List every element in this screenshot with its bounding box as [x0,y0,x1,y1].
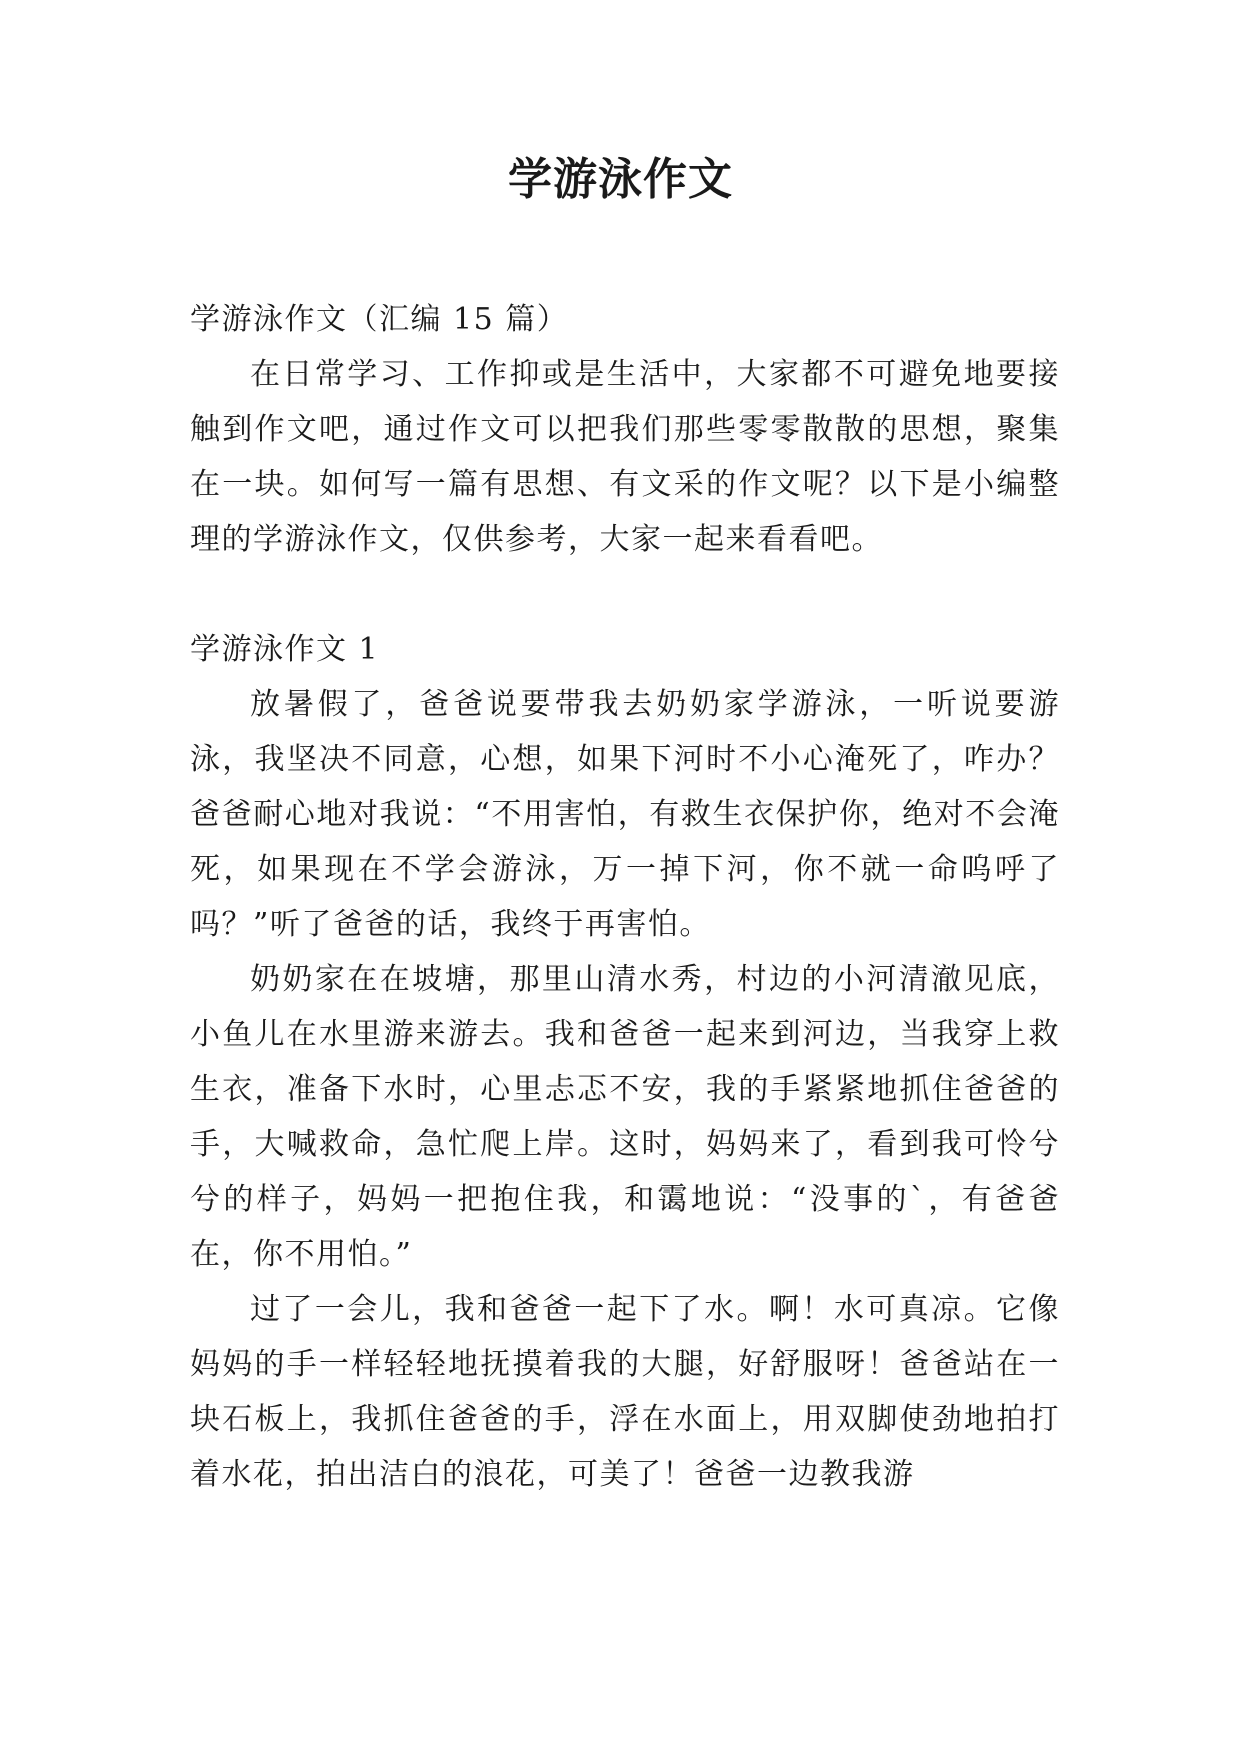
section-heading: 学游泳作文 1 [190,632,380,667]
document-title: 学游泳作文 [508,154,733,205]
intro-paragraph: 在日常学习、工作抑或是生活中，大家都不可避免地要接触到作文吧，通过作文可以把我们那些零零散散的思想，聚集在一块。如何写一篇有思想、有文采的作文呢？以下是小编整理的学游泳作文，仅供参考，大家一起来看看吧。 [190,357,1060,557]
section-spacer [190,567,1060,622]
essay-paragraph: 过了一会儿，我和爸爸一起下了水。啊！水可真凉。它像妈妈的手一样轻轻地抚摸着我的大腿，好舒服呀！爸爸站在一块石板上，我抓住爸爸的手，浮在水面上，用双脚使劲地拍打着水花，拍出洁白的浪花，可美了！爸爸一边教我游 [190,1292,1060,1492]
document-body [190,292,1060,1502]
essay-paragraph: 奶奶家在在坡塘，那里山清水秀，村边的小河清澈见底，小鱼儿在水里游来游去。我和爸爸一起来到河边，当我穿上救生衣，准备下水时，心里忐忑不安，我的手紧紧地抓住爸爸的手，大喊救命，急忙爬上岸。这时，妈妈来了，看到我可怜兮兮的样子，妈妈一把抱住我，和霭地说：“没事的`，有爸爸在，你不用怕。” [190,962,1060,1272]
collection-subtitle: 学游泳作文（汇编 15 篇） [190,302,569,337]
essay-paragraph: 放暑假了，爸爸说要带我去奶奶家学游泳，一听说要游泳，我坚决不同意，心想，如果下河时不小心淹死了，咋办？爸爸耐心地对我说：“不用害怕，有救生衣保护你，绝对不会淹死，如果现在不学会游泳，万一掉下河，你不就一命呜呼了吗？”听了爸爸的话，我终于再害怕。 [190,687,1060,942]
